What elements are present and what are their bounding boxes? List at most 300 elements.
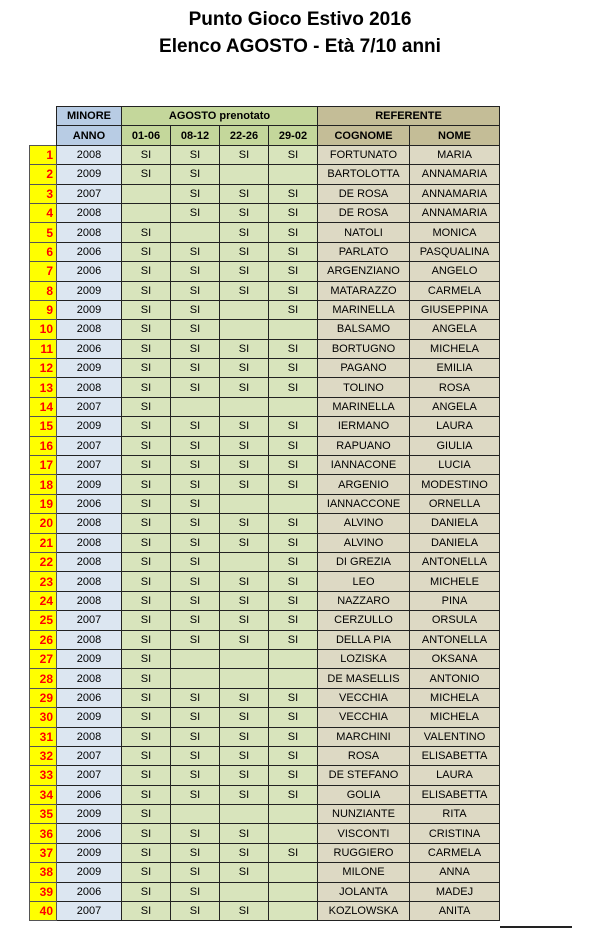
bottom-border-line [500, 926, 572, 928]
cell-week-29-02: SI [269, 417, 318, 436]
cell-week-29-02: SI [269, 145, 318, 164]
cell-week-22-26: SI [220, 339, 269, 358]
cell-cognome: TOLINO [318, 378, 410, 397]
row-number: 24 [30, 591, 57, 610]
cell-week-29-02 [269, 649, 318, 668]
cell-nome: CARMELA [410, 843, 500, 862]
table-row [30, 533, 500, 552]
cell-week-29-02: SI [269, 611, 318, 630]
cell-week-08-12: SI [171, 165, 220, 184]
cell-nome: GIULIA [410, 436, 500, 455]
table-row [30, 649, 500, 668]
row-number: 13 [30, 378, 57, 397]
cell-week-08-12: SI [171, 785, 220, 804]
cell-week-22-26: SI [220, 203, 269, 222]
cell-week-01-06: SI [122, 591, 171, 610]
cell-nome: DANIELA [410, 533, 500, 552]
cell-week-01-06: SI [122, 611, 171, 630]
cell-week-01-06: SI [122, 359, 171, 378]
row-number: 21 [30, 533, 57, 552]
cell-week-01-06: SI [122, 766, 171, 785]
cell-cognome: JOLANTA [318, 882, 410, 901]
cell-nome: ELISABETTA [410, 746, 500, 765]
cell-anno: 2007 [57, 746, 122, 765]
cell-week-29-02 [269, 805, 318, 824]
row-number: 23 [30, 572, 57, 591]
cell-week-08-12: SI [171, 359, 220, 378]
cell-week-08-12: SI [171, 242, 220, 261]
cell-cognome: PARLATO [318, 242, 410, 261]
row-number: 7 [30, 262, 57, 281]
cell-week-01-06 [122, 203, 171, 222]
cell-week-22-26: SI [220, 591, 269, 610]
cell-week-29-02 [269, 824, 318, 843]
cell-week-08-12: SI [171, 184, 220, 203]
row-number: 9 [30, 300, 57, 319]
cell-week-01-06: SI [122, 649, 171, 668]
row-number: 14 [30, 397, 57, 416]
cell-nome: MICHELA [410, 688, 500, 707]
table-row [30, 902, 500, 921]
header-spacer [30, 126, 57, 145]
cell-nome: PINA [410, 591, 500, 610]
row-number: 20 [30, 514, 57, 533]
cell-nome: ANGELA [410, 320, 500, 339]
cell-week-29-02: SI [269, 378, 318, 397]
cell-week-08-12: SI [171, 863, 220, 882]
cell-week-29-02: SI [269, 533, 318, 552]
row-number: 12 [30, 359, 57, 378]
row-number: 11 [30, 339, 57, 358]
table-row [30, 417, 500, 436]
cell-anno: 2008 [57, 223, 122, 242]
cell-week-08-12: SI [171, 688, 220, 707]
cell-nome: ANTONELLA [410, 552, 500, 571]
cell-cognome: NAZZARO [318, 591, 410, 610]
cell-week-22-26: SI [220, 281, 269, 300]
cell-week-29-02: SI [269, 475, 318, 494]
cell-week-22-26: SI [220, 727, 269, 746]
cell-week-01-06: SI [122, 669, 171, 688]
cell-week-08-12: SI [171, 475, 220, 494]
cell-cognome: BARTOLOTTA [318, 165, 410, 184]
cell-cognome: PAGANO [318, 359, 410, 378]
table-row [30, 514, 500, 533]
cell-anno: 2008 [57, 669, 122, 688]
header-week-08-12: 08-12 [171, 126, 220, 145]
cell-week-08-12 [171, 669, 220, 688]
cell-week-01-06: SI [122, 902, 171, 921]
cell-week-01-06: SI [122, 824, 171, 843]
row-number: 30 [30, 708, 57, 727]
cell-week-22-26 [220, 165, 269, 184]
cell-week-08-12: SI [171, 262, 220, 281]
cell-cognome: VECCHIA [318, 688, 410, 707]
cell-week-29-02: SI [269, 514, 318, 533]
cell-week-01-06: SI [122, 688, 171, 707]
cell-anno: 2006 [57, 785, 122, 804]
cell-cognome: DE ROSA [318, 203, 410, 222]
cell-cognome: DE MASELLIS [318, 669, 410, 688]
table-row [30, 727, 500, 746]
cell-anno: 2008 [57, 378, 122, 397]
row-number: 18 [30, 475, 57, 494]
table-row [30, 397, 500, 416]
row-number: 40 [30, 902, 57, 921]
cell-week-29-02: SI [269, 359, 318, 378]
row-number: 27 [30, 649, 57, 668]
cell-cognome: LEO [318, 572, 410, 591]
cell-week-08-12: SI [171, 145, 220, 164]
cell-week-29-02: SI [269, 300, 318, 319]
cell-week-08-12: SI [171, 339, 220, 358]
cell-cognome: DE ROSA [318, 184, 410, 203]
cell-week-08-12: SI [171, 494, 220, 513]
cell-week-29-02: SI [269, 223, 318, 242]
cell-week-22-26: SI [220, 184, 269, 203]
row-number: 22 [30, 552, 57, 571]
cell-week-01-06: SI [122, 300, 171, 319]
cell-anno: 2009 [57, 281, 122, 300]
cell-nome: MADEJ [410, 882, 500, 901]
cell-week-01-06 [122, 184, 171, 203]
table-row [30, 863, 500, 882]
cell-anno: 2006 [57, 882, 122, 901]
table-row [30, 882, 500, 901]
row-number: 38 [30, 863, 57, 882]
cell-cognome: ALVINO [318, 533, 410, 552]
cell-week-22-26: SI [220, 242, 269, 261]
cell-week-22-26 [220, 649, 269, 668]
header-week-22-26: 22-26 [220, 126, 269, 145]
cell-week-01-06: SI [122, 494, 171, 513]
cell-anno: 2007 [57, 766, 122, 785]
cell-cognome: MARINELLA [318, 397, 410, 416]
cell-week-08-12: SI [171, 746, 220, 765]
cell-nome: ORSULA [410, 611, 500, 630]
table-row [30, 688, 500, 707]
cell-week-22-26 [220, 805, 269, 824]
cell-week-22-26: SI [220, 262, 269, 281]
cell-cognome: MATARAZZO [318, 281, 410, 300]
cell-week-29-02 [269, 669, 318, 688]
cell-week-08-12: SI [171, 417, 220, 436]
cell-nome: RITA [410, 805, 500, 824]
cell-week-22-26: SI [220, 688, 269, 707]
cell-week-01-06: SI [122, 882, 171, 901]
cell-cognome: NATOLI [318, 223, 410, 242]
cell-week-01-06: SI [122, 281, 171, 300]
row-number: 32 [30, 746, 57, 765]
row-number: 10 [30, 320, 57, 339]
cell-nome: MICHELA [410, 339, 500, 358]
cell-week-08-12: SI [171, 552, 220, 571]
cell-week-22-26 [220, 300, 269, 319]
cell-nome: ANNA [410, 863, 500, 882]
cell-week-22-26 [220, 669, 269, 688]
cell-nome: LUCIA [410, 456, 500, 475]
cell-week-29-02: SI [269, 727, 318, 746]
cell-week-22-26: SI [220, 223, 269, 242]
row-number: 29 [30, 688, 57, 707]
row-number: 5 [30, 223, 57, 242]
cell-anno: 2006 [57, 494, 122, 513]
cell-anno: 2007 [57, 902, 122, 921]
cell-nome: ANTONELLA [410, 630, 500, 649]
cell-anno: 2008 [57, 630, 122, 649]
cell-week-22-26: SI [220, 533, 269, 552]
cell-week-22-26: SI [220, 378, 269, 397]
row-number: 36 [30, 824, 57, 843]
cell-cognome: KOZLOWSKA [318, 902, 410, 921]
cell-anno: 2008 [57, 320, 122, 339]
cell-cognome: MARCHINI [318, 727, 410, 746]
cell-anno: 2008 [57, 514, 122, 533]
cell-cognome: ARGENZIANO [318, 262, 410, 281]
cell-week-08-12: SI [171, 630, 220, 649]
cell-week-29-02: SI [269, 281, 318, 300]
cell-cognome: ROSA [318, 746, 410, 765]
header-nome: NOME [410, 126, 500, 145]
cell-week-08-12: SI [171, 611, 220, 630]
cell-week-29-02: SI [269, 708, 318, 727]
table-row [30, 378, 500, 397]
header-anno: ANNO [57, 126, 122, 145]
cell-nome: CARMELA [410, 281, 500, 300]
cell-nome: ORNELLA [410, 494, 500, 513]
table-row [30, 203, 500, 222]
cell-nome: CRISTINA [410, 824, 500, 843]
cell-cognome: IERMANO [318, 417, 410, 436]
cell-week-29-02: SI [269, 746, 318, 765]
cell-anno: 2009 [57, 417, 122, 436]
row-number: 3 [30, 184, 57, 203]
cell-week-29-02: SI [269, 242, 318, 261]
row-number: 39 [30, 882, 57, 901]
cell-nome: OKSANA [410, 649, 500, 668]
table-row [30, 262, 500, 281]
cell-week-22-26: SI [220, 824, 269, 843]
row-number: 26 [30, 630, 57, 649]
table-row [30, 184, 500, 203]
document-subtitle: Elenco AGOSTO - Età 7/10 anni [159, 36, 441, 57]
cell-week-22-26: SI [220, 902, 269, 921]
cell-anno: 2008 [57, 552, 122, 571]
cell-anno: 2006 [57, 262, 122, 281]
cell-anno: 2006 [57, 242, 122, 261]
cell-nome: EMILIA [410, 359, 500, 378]
cell-week-01-06: SI [122, 223, 171, 242]
cell-week-01-06: SI [122, 533, 171, 552]
cell-anno: 2007 [57, 436, 122, 455]
cell-week-01-06: SI [122, 572, 171, 591]
cell-cognome: VECCHIA [318, 708, 410, 727]
cell-week-29-02: SI [269, 630, 318, 649]
cell-week-22-26 [220, 882, 269, 901]
cell-nome: GIUSEPPINA [410, 300, 500, 319]
table-row [30, 436, 500, 455]
cell-week-08-12: SI [171, 882, 220, 901]
cell-week-29-02: SI [269, 203, 318, 222]
cell-cognome: NUNZIANTE [318, 805, 410, 824]
cell-week-22-26: SI [220, 785, 269, 804]
row-number: 6 [30, 242, 57, 261]
header-spacer [30, 107, 57, 126]
cell-anno: 2007 [57, 184, 122, 203]
cell-week-22-26: SI [220, 863, 269, 882]
cell-week-22-26: SI [220, 746, 269, 765]
cell-cognome: MILONE [318, 863, 410, 882]
cell-week-29-02: SI [269, 436, 318, 455]
table-row [30, 805, 500, 824]
cell-cognome: VISCONTI [318, 824, 410, 843]
cell-cognome: DI GREZIA [318, 552, 410, 571]
cell-week-08-12 [171, 397, 220, 416]
cell-nome: MONICA [410, 223, 500, 242]
table-row [30, 165, 500, 184]
cell-nome: PASQUALINA [410, 242, 500, 261]
cell-week-29-02: SI [269, 688, 318, 707]
cell-nome: ANNAMARIA [410, 184, 500, 203]
table-row [30, 300, 500, 319]
cell-anno: 2008 [57, 727, 122, 746]
cell-week-22-26 [220, 494, 269, 513]
cell-cognome: FORTUNATO [318, 145, 410, 164]
table-row [30, 145, 500, 164]
cell-week-08-12: SI [171, 572, 220, 591]
table-row [30, 320, 500, 339]
registration-table [29, 106, 500, 921]
table-row [30, 708, 500, 727]
cell-anno: 2009 [57, 300, 122, 319]
table-row [30, 359, 500, 378]
header-week-29-02: 29-02 [269, 126, 318, 145]
table-row [30, 242, 500, 261]
cell-anno: 2009 [57, 165, 122, 184]
cell-week-29-02: SI [269, 572, 318, 591]
cell-cognome: CERZULLO [318, 611, 410, 630]
header-agosto-prenotato: AGOSTO prenotato [122, 107, 318, 126]
cell-nome: MICHELE [410, 572, 500, 591]
cell-week-29-02 [269, 882, 318, 901]
row-number: 1 [30, 145, 57, 164]
cell-week-01-06: SI [122, 417, 171, 436]
cell-week-08-12: SI [171, 203, 220, 222]
cell-nome: ANGELO [410, 262, 500, 281]
table-row [30, 339, 500, 358]
cell-week-29-02 [269, 320, 318, 339]
cell-week-22-26: SI [220, 843, 269, 862]
cell-cognome: LOZISKA [318, 649, 410, 668]
table-row [30, 456, 500, 475]
cell-anno: 2007 [57, 611, 122, 630]
cell-week-29-02: SI [269, 843, 318, 862]
cell-nome: DANIELA [410, 514, 500, 533]
header-cognome: COGNOME [318, 126, 410, 145]
header-group-row [30, 107, 500, 126]
cell-anno: 2009 [57, 843, 122, 862]
cell-week-29-02: SI [269, 262, 318, 281]
header-referente: REFERENTE [318, 107, 500, 126]
cell-week-08-12: SI [171, 378, 220, 397]
cell-week-08-12 [171, 223, 220, 242]
cell-anno: 2006 [57, 688, 122, 707]
cell-anno: 2009 [57, 805, 122, 824]
cell-week-01-06: SI [122, 262, 171, 281]
cell-week-22-26: SI [220, 417, 269, 436]
table-row [30, 591, 500, 610]
row-number: 16 [30, 436, 57, 455]
cell-week-08-12: SI [171, 281, 220, 300]
row-number: 8 [30, 281, 57, 300]
cell-week-29-02 [269, 902, 318, 921]
document-title: Punto Gioco Estivo 2016 [188, 9, 412, 30]
cell-week-08-12 [171, 649, 220, 668]
cell-cognome: DELLA PIA [318, 630, 410, 649]
cell-anno: 2009 [57, 649, 122, 668]
table-row [30, 630, 500, 649]
cell-week-22-26: SI [220, 436, 269, 455]
cell-week-01-06: SI [122, 630, 171, 649]
table-row [30, 494, 500, 513]
table-row [30, 475, 500, 494]
cell-week-08-12: SI [171, 727, 220, 746]
cell-nome: ANGELA [410, 397, 500, 416]
cell-cognome: ALVINO [318, 514, 410, 533]
cell-week-08-12: SI [171, 824, 220, 843]
cell-week-08-12: SI [171, 766, 220, 785]
cell-anno: 2008 [57, 591, 122, 610]
cell-week-01-06: SI [122, 727, 171, 746]
cell-week-01-06: SI [122, 843, 171, 862]
cell-week-01-06: SI [122, 339, 171, 358]
cell-cognome: ARGENIO [318, 475, 410, 494]
cell-nome: ANNAMARIA [410, 165, 500, 184]
cell-cognome: DE STEFANO [318, 766, 410, 785]
cell-week-22-26: SI [220, 611, 269, 630]
cell-week-01-06: SI [122, 514, 171, 533]
cell-cognome: IANNACCONE [318, 494, 410, 513]
cell-week-22-26: SI [220, 572, 269, 591]
row-number: 4 [30, 203, 57, 222]
cell-week-29-02: SI [269, 552, 318, 571]
cell-anno: 2006 [57, 339, 122, 358]
row-number: 33 [30, 766, 57, 785]
row-number: 37 [30, 843, 57, 862]
table-row [30, 843, 500, 862]
table-row [30, 785, 500, 804]
table-row [30, 281, 500, 300]
cell-nome: ANITA [410, 902, 500, 921]
cell-nome: LAURA [410, 417, 500, 436]
cell-anno: 2008 [57, 533, 122, 552]
cell-week-01-06: SI [122, 320, 171, 339]
cell-week-01-06: SI [122, 165, 171, 184]
cell-nome: ELISABETTA [410, 785, 500, 804]
cell-anno: 2008 [57, 572, 122, 591]
cell-week-22-26 [220, 552, 269, 571]
cell-week-01-06: SI [122, 785, 171, 804]
cell-week-01-06: SI [122, 436, 171, 455]
row-number: 17 [30, 456, 57, 475]
cell-anno: 2009 [57, 475, 122, 494]
cell-week-29-02 [269, 863, 318, 882]
cell-week-01-06: SI [122, 863, 171, 882]
cell-anno: 2008 [57, 145, 122, 164]
cell-anno: 2006 [57, 824, 122, 843]
table-row [30, 552, 500, 571]
cell-week-29-02 [269, 494, 318, 513]
